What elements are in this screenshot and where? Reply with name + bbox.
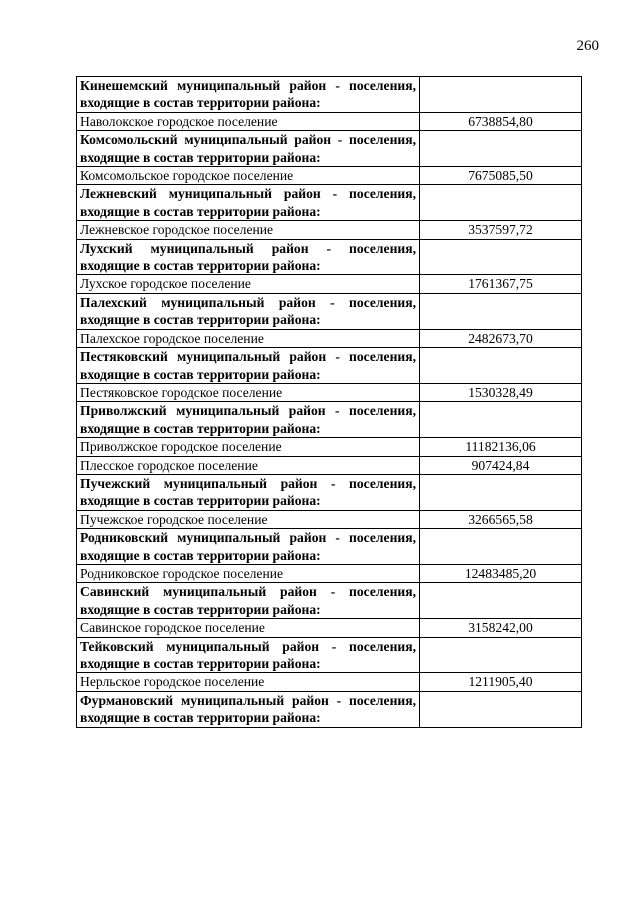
district-header-row	[77, 583, 582, 619]
district-header-row	[77, 293, 582, 329]
settlement-name-cell: Приволжское городское поселение	[77, 438, 420, 456]
page-number: 260	[576, 38, 599, 54]
settlement-row	[77, 564, 582, 582]
settlement-row	[77, 438, 582, 456]
table-body	[77, 77, 582, 728]
settlement-row	[77, 221, 582, 239]
amount-cell: 3158242,00	[420, 619, 582, 637]
district-header-row	[77, 185, 582, 221]
district-name-cell: Комсомольский муниципальный район - поселения, входящие в состав территории района:	[77, 131, 420, 167]
district-name-cell: Лежневский муниципальный район - поселения, входящие в состав территории района:	[77, 185, 420, 221]
district-header-row	[77, 529, 582, 565]
settlement-name-cell: Нерльское городское поселение	[77, 673, 420, 691]
district-header-row	[77, 239, 582, 275]
amount-cell: 2482673,70	[420, 329, 582, 347]
empty-amount-cell	[420, 637, 582, 673]
amount-cell: 1761367,75	[420, 275, 582, 293]
empty-amount-cell	[420, 529, 582, 565]
district-header-row	[77, 402, 582, 438]
settlement-row	[77, 619, 582, 637]
settlement-row	[77, 510, 582, 528]
settlement-name-cell: Наволокское городское поселение	[77, 112, 420, 130]
empty-amount-cell	[420, 583, 582, 619]
settlement-row	[77, 383, 582, 401]
amount-cell: 1211905,40	[420, 673, 582, 691]
empty-amount-cell	[420, 348, 582, 384]
empty-amount-cell	[420, 239, 582, 275]
settlement-row	[77, 112, 582, 130]
settlement-row	[77, 673, 582, 691]
settlement-name-cell: Плесское городское поселение	[77, 456, 420, 474]
amount-cell: 12483485,20	[420, 564, 582, 582]
district-name-cell: Родниковский муниципальный район - поселения, входящие в состав территории района:	[77, 529, 420, 565]
settlement-row	[77, 167, 582, 185]
settlement-name-cell: Родниковское городское поселение	[77, 564, 420, 582]
empty-amount-cell	[420, 77, 582, 113]
settlement-name-cell: Савинское городское поселение	[77, 619, 420, 637]
district-name-cell: Пучежский муниципальный район - поселения, входящие в состав территории района:	[77, 474, 420, 510]
settlement-name-cell: Комсомольское городское поселение	[77, 167, 420, 185]
empty-amount-cell	[420, 293, 582, 329]
empty-amount-cell	[420, 402, 582, 438]
allocation-table	[76, 76, 582, 728]
district-header-row	[77, 77, 582, 113]
district-header-row	[77, 691, 582, 727]
empty-amount-cell	[420, 131, 582, 167]
settlement-row	[77, 329, 582, 347]
district-name-cell: Пестяковский муниципальный район - поселения, входящие в состав территории района:	[77, 348, 420, 384]
district-name-cell: Приволжский муниципальный район - поселения, входящие в состав территории района:	[77, 402, 420, 438]
amount-cell: 3537597,72	[420, 221, 582, 239]
settlement-name-cell: Лежневское городское поселение	[77, 221, 420, 239]
settlement-row	[77, 275, 582, 293]
amount-cell: 7675085,50	[420, 167, 582, 185]
district-header-row	[77, 637, 582, 673]
district-name-cell: Лухский муниципальный район - поселения, входящие в состав территории района:	[77, 239, 420, 275]
settlement-name-cell: Палехское городское поселение	[77, 329, 420, 347]
amount-cell: 11182136,06	[420, 438, 582, 456]
empty-amount-cell	[420, 185, 582, 221]
amount-cell: 6738854,80	[420, 112, 582, 130]
district-name-cell: Кинешемский муниципальный район - поселения, входящие в состав территории района:	[77, 77, 420, 113]
district-header-row	[77, 348, 582, 384]
district-header-row	[77, 131, 582, 167]
settlement-name-cell: Лухское городское поселение	[77, 275, 420, 293]
amount-cell: 1530328,49	[420, 383, 582, 401]
district-name-cell: Савинский муниципальный район - поселения, входящие в состав территории района:	[77, 583, 420, 619]
district-name-cell: Фурмановский муниципальный район - поселения, входящие в состав территории района:	[77, 691, 420, 727]
district-header-row	[77, 474, 582, 510]
settlement-name-cell: Пучежское городское поселение	[77, 510, 420, 528]
settlement-name-cell: Пестяковское городское поселение	[77, 383, 420, 401]
amount-cell: 3266565,58	[420, 510, 582, 528]
district-name-cell: Палехский муниципальный район - поселения, входящие в состав территории района:	[77, 293, 420, 329]
settlement-row	[77, 456, 582, 474]
empty-amount-cell	[420, 691, 582, 727]
empty-amount-cell	[420, 474, 582, 510]
amount-cell: 907424,84	[420, 456, 582, 474]
district-name-cell: Тейковский муниципальный район - поселения, входящие в состав территории района:	[77, 637, 420, 673]
